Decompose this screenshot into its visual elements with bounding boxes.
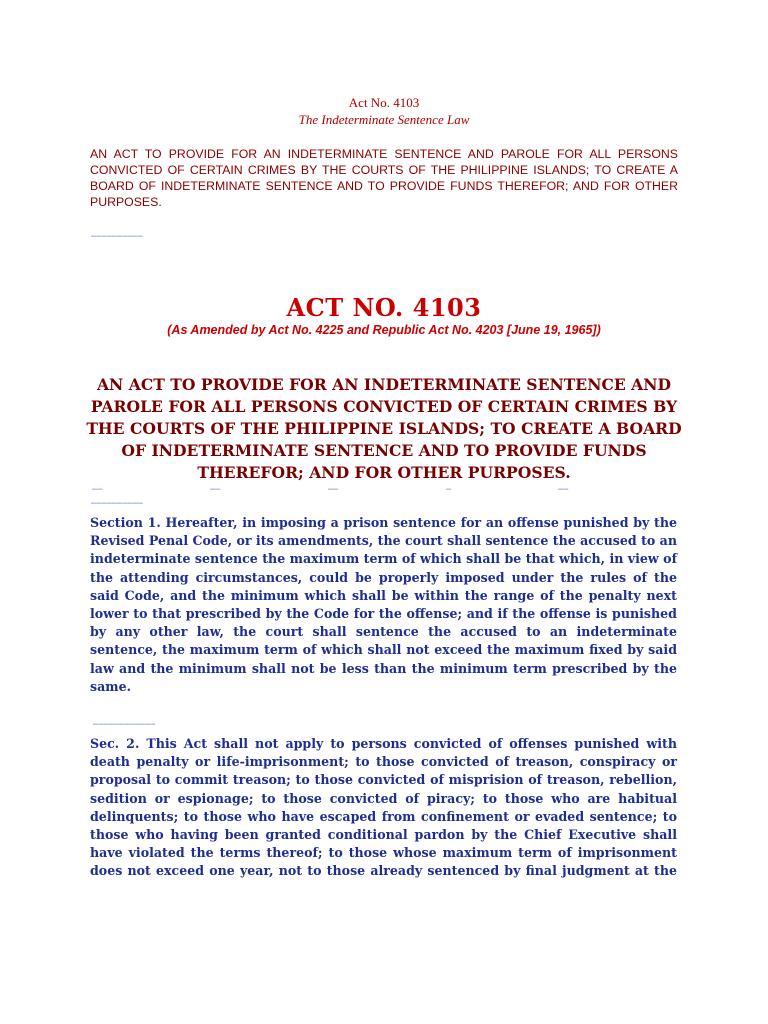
amendment-note: (As Amended by Act No. 4225 and Republic Act No. 4203 [June 19, 1965]) [167, 323, 601, 337]
faint-marker: ▬▬▬▬▬▬▬▬▬▬ [91, 500, 143, 506]
long-title: AN ACT TO PROVIDE FOR AN INDETERMINATE SENTENCE AND PAROLE FOR ALL PERSONS CONVICTED OF CERTAIN CRIMES BY THE COURTS OF THE PHILIPPINE ISLANDS; TO CREATE A BOARD OF INDETERMINATE SENTENCE AND TO PROVIDE FUNDS THEREFOR; AND FOR OTHER PURPOSES. [86, 375, 682, 482]
short-title: The Indeterminate Sentence Law [298, 112, 470, 127]
section-1: Section 1. Hereafter, in imposing a prison sentence for an offense punished by the Revised Penal Code, or its amendments, the court shall sentence the accused to an indeterminate sentence the maximum term of which shall be that which, in view of the attending circumstances, could be properly imposed under the rules of the said Code, and the minimum which shall be within the range of the penalty next lower to that prescribed by the Code for the offense; and if the offense is punished by any other law, the court shall sentence the accused to an indeterminate sentence, the maximum term of which shall not exceed the maximum fixed by said law and the minimum shall not be less than the minimum term prescribed by the same. [90, 515, 677, 694]
act-heading: ACT NO. 4103 [286, 293, 482, 322]
act-description: AN ACT TO PROVIDE FOR AN INDETERMINATE SENTENCE AND PAROLE FOR ALL PERSONS CONVICTED OF CERTAIN CRIMES BY THE COURTS OF THE PHILIPPINE ISLANDS; TO CREATE A BOARD OF INDETERMINATE SENTENCE AND TO PROVIDE FUNDS THEREFOR; AND FOR OTHER PURPOSES. [90, 147, 678, 209]
faint-marker-row: ▬▬ ▬▬ ▬▬ ▬ ▬▬ [92, 486, 569, 492]
section-2: Sec. 2. This Act shall not apply to persons convicted of offenses punished with death penalty or life-imprisonment; to those convicted of treason, conspiracy or proposal to commit treason; to those convicted of misprision of treason, rebellion, sedition or espionage; to those convicted of piracy; to those who are habitual delinquents; to those who have escaped from confinement or evaded sentence; to those who having been granted conditional pardon by the Chief Executive shall have violated the terms thereof; to those whose maximum term of imprisonment does not exceed one year, not to those already sentenced by final judgment at the [90, 736, 677, 879]
faint-marker: ▬▬▬▬▬▬▬▬▬▬ [91, 233, 143, 239]
act-number: Act No. 4103 [348, 95, 420, 110]
faint-marker: ▬▬▬▬▬▬▬▬▬▬▬▬ [93, 721, 156, 727]
